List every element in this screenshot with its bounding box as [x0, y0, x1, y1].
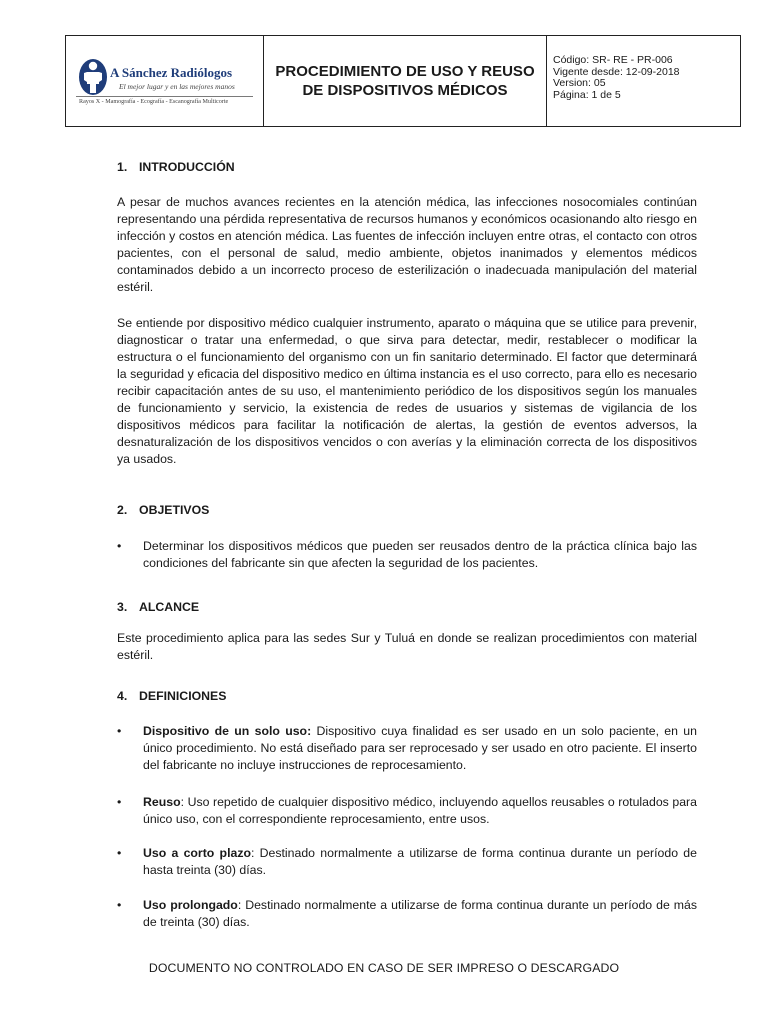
logo-cell [66, 36, 264, 126]
definition-item [117, 794, 697, 828]
page-number: Página: 1 de 5 [553, 88, 621, 101]
objective-text: Determinar los dispositivos médicos que pueden ser reusados dentro de la práctica clínica bajo las condiciones del fabricante sin que afecten la seguridad de los pacientes. [143, 539, 697, 570]
definition-item [117, 723, 697, 774]
brand-divider [76, 96, 253, 97]
meta-cell [547, 36, 740, 126]
brand-services: Rayos X - Mamografía - Ecografía - Escanografía Multicorte [79, 99, 229, 105]
title-cell [264, 36, 547, 126]
objective-item [117, 538, 697, 572]
document-title: PROCEDIMIENTO DE USO Y REUSO DE DISPOSITIVOS MÉDICOS [275, 63, 535, 99]
intro-paragraph-2: Se entiende por dispositivo médico cualquier instrumento, aparato o máquina que se utilice para prevenir, diagnosticar o tratar una enfermedad, o que sirva para detectar, medir, restablecer o modificar la estructura o el funcionamiento del organismo con un fin sanitario determinado. El factor que determinará la seguridad y eficacia del dispositivo medico en última instancia es el uso correcto, para ello es necesario recibir capacitación antes de su uso, el mantenimiento periódico de los dispositivos según los manuales de funcionamiento y servicio, la existencia de redes de usuarios y sistemas de vigilancia de los dispositivos médicos para facilitar la notificación de alertas, la gestión de eventos adversos, la desnaturalización de los dispositivos vencidos o con averías y la eliminación correcta de los dispositivos ya usados. [117, 316, 697, 466]
person-logo-icon [78, 56, 108, 96]
document-version: Version: 05 [553, 77, 606, 89]
bullet-icon: • [117, 795, 122, 809]
section-number: 3. [117, 600, 128, 614]
section-number: 4. [117, 689, 128, 703]
bullet-icon: • [117, 898, 122, 912]
uncontrolled-document-notice: DOCUMENTO NO CONTROLADO EN CASO DE SER IMPRESO O DESCARGADO [148, 961, 620, 975]
bullet-icon: • [117, 846, 122, 860]
definition-text: : Destinado normalmente a utilizarse de forma continua durante un período de hasta treinta (30) días. [143, 846, 697, 877]
bullet-icon: • [117, 539, 122, 553]
bullet-icon: • [117, 724, 122, 738]
definition-item [117, 897, 697, 931]
section-title: ALCANCE [139, 600, 200, 614]
intro-paragraph-1: A pesar de muchos avances recientes en la atención médica, las infecciones nosocomiales continúan representando una pérdida representativa de recursos humanos y económicos ocasionando alto riesgo en infección y costos en atención médica. Las fuentes de infección incluyen entre otras, el contacto con otros pacientes, con el personal de salud, medio ambiente, objetos inanimados y elementos médicos contaminados debido a un incorrecto proceso de esterilización o inadecuada manipulación del material estéril. [117, 195, 697, 294]
section-heading-objectives [117, 503, 209, 517]
section-heading-definitions [117, 689, 226, 703]
section-heading-scope [117, 600, 199, 614]
brand-name: A Sánchez Radiólogos [110, 65, 233, 80]
definition-term: Uso prolongado [143, 898, 238, 912]
section-number: 2. [117, 503, 128, 517]
effective-date: Vigente desde: 12-09-2018 [553, 65, 680, 78]
definition-item [117, 845, 697, 879]
definition-term: Dispositivo de un solo uso: [143, 724, 312, 738]
section-title: DEFINICIONES [139, 689, 227, 703]
definition-term: Uso a corto plazo [143, 846, 251, 860]
section-heading-intro [117, 160, 235, 174]
definition-text: : Uso repetido de cualquier dispositivo médico, incluyendo aquellos reusables o rotulados para único uso, con el correspondiente reprocesamiento, entre usos. [143, 795, 697, 826]
brand-tagline: El mejor lugar y en las mejores manos [119, 82, 235, 91]
document-code: Código: SR- RE - PR-006 [553, 54, 673, 66]
section-title: INTRODUCCIÓN [139, 160, 235, 174]
section-number: 1. [117, 160, 128, 174]
document-header [65, 35, 741, 127]
scope-paragraph: Este procedimiento aplica para las sedes Sur y Tuluá en donde se realizan procedimientos con material estéril. [117, 631, 697, 662]
section-title: OBJETIVOS [139, 503, 210, 517]
definition-text: : Destinado normalmente a utilizarse de forma continua durante un período de más de treinta (30) días. [143, 898, 697, 929]
definition-term: Reuso [143, 795, 181, 809]
definition-text: Dispositivo cuya finalidad es ser usado en un solo paciente, en un único procedimiento. No está diseñado para ser reprocesado y ser usado en otro paciente. El inserto del fabricante no incluye instrucciones de reprocesamiento. [143, 724, 697, 772]
